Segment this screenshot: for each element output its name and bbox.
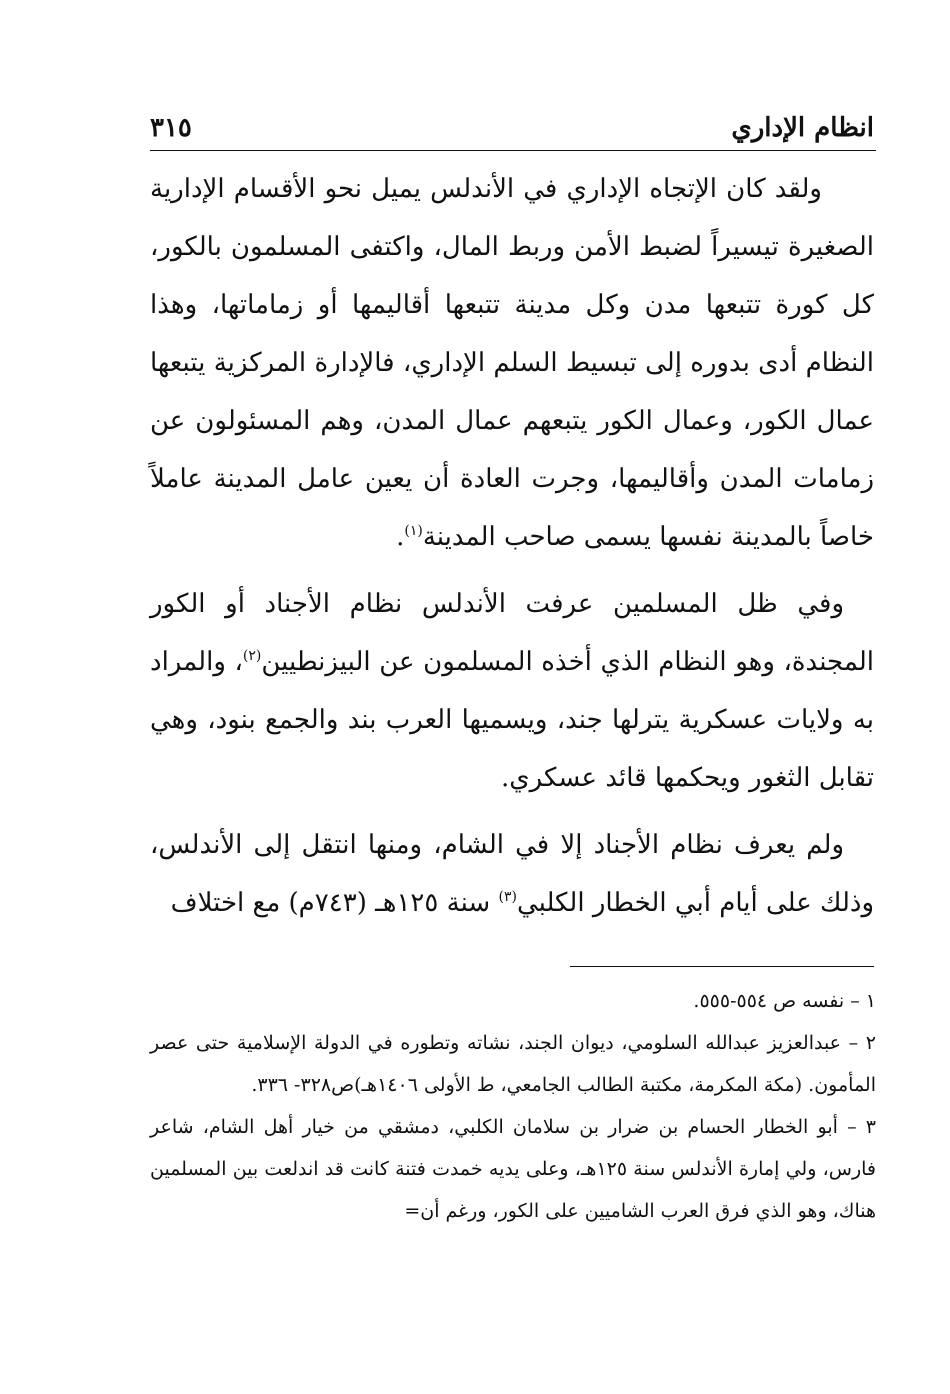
- footnote-divider: [570, 966, 874, 967]
- paragraph-1: [150, 160, 874, 566]
- footnote-1: ١ – نفسه ص ٥٥٤-٥٥٥.: [693, 990, 876, 1012]
- footnote-ref-3[interactable]: (٣): [498, 889, 517, 905]
- footnote-ref-2[interactable]: (٢): [242, 648, 262, 664]
- header-divider: [150, 150, 876, 151]
- footnotes: [150, 980, 876, 1232]
- page-number: ٣١٥: [150, 113, 192, 143]
- footnote-2: ٢ – عبدالعزيز عبدالله السلومي، ديوان الجند، نشاته وتطوره في الدولة الإسلامية حتى عصر المأمون. (مكة المكرمة، مكتبة الطالب الجامعي، ط الأولى ١٤٠٦هـ)ص٣٢٨- ٣٣٦.: [150, 1032, 876, 1096]
- paragraph-3-text-b: سنة ١٢٥هـ (٧٤٣م) مع اختلاف: [170, 888, 499, 918]
- footnote-3: ٣ – أبو الخطار الحسام بن ضرار بن سلامان الكلبي، دمشقي من خيار أهل الشام، شاعر فارس، ولي إمارة الأندلس سنة ١٢٥هـ، وعلى يديه خمدت فتنة كانت قد اندلعت بين المسلمين هناك، وهو الذي فرق العرب الشاميين على الكور، ورغم أن=: [150, 1116, 876, 1222]
- paragraph-2: [150, 575, 874, 807]
- running-header-title: انظام الإداري: [731, 113, 874, 143]
- paragraph-3-text-a: ولم يعرف نظام الأجناد إلا في الشام، ومنها انتقل إلى الأندلس، وذلك على أيام أبي الخطار الكلبي: [150, 830, 874, 918]
- paragraph-2-text-b: ، والمراد به ولايات عسكرية يترلها جند، ويسميها العرب بند والجمع بنود، وهي تقابل الثغور ويحكمها قائد عسكري.: [150, 647, 874, 793]
- body-text: [150, 160, 874, 932]
- paragraph-1-text: ولقد كان الإتجاه الإداري في الأندلس يميل نحو الأقسام الإدارية الصغيرة تيسيراً لضبط الأمن وربط المال، واكتفى المسلمون بالكور، كل كورة تتبعها مدن وكل مدينة تتبعها أقاليمها أو زماماتها، وهذا النظام أدى بدوره إلى تبسيط السلم الإداري، فالإدارة المركزية يتبعها عمال الكور، وعمال الكور يتبعهم عمال المدن، وهم المسئولون عن زمامات المدن وأقاليمها، وجرت العادة أن يعين عامل المدينة عاملاً خاصاً بالمدينة نفسها يسمى صاحب المدينة: [150, 174, 874, 552]
- running-header: [150, 108, 874, 148]
- paragraph-2-text-a: وفي ظل المسلمين عرفت الأندلس نظام الأجناد أو الكور المجندة، وهو النظام الذي أخذه المسلمون عن البيزنطيين: [150, 589, 874, 677]
- footnote-ref-1[interactable]: (١): [404, 523, 423, 539]
- paragraph-3: [150, 816, 874, 932]
- paragraph-1-end: .: [396, 522, 405, 552]
